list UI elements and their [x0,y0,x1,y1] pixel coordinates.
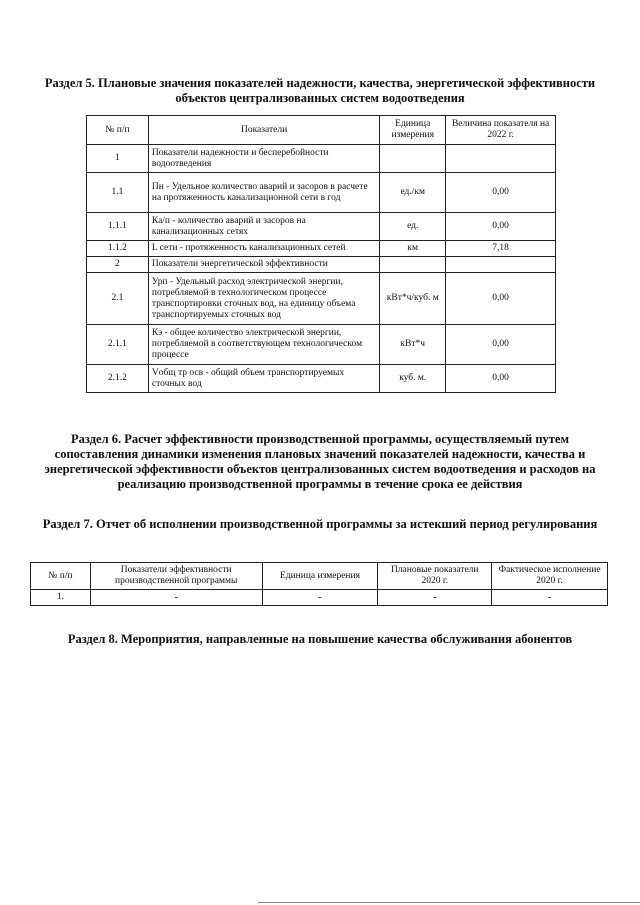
unit: кВт*ч [380,325,446,365]
indicator-name: L сети - протяженность канализационных сетей [148,241,379,257]
indicator-name: Урп - Удельный расход электрической энергии, потребляемой в технологическом процессе транспортировки сточных вод, на единицу объема транспортируемых сточных вод [148,273,379,325]
cell-actual: - [492,590,608,606]
cell-indicator: - [90,590,262,606]
cell-unit: - [262,590,378,606]
column-header: Единица измерения [262,563,378,590]
unit: кВт*ч/куб. м [380,273,446,325]
cell-planned: - [378,590,492,606]
value [446,145,556,173]
value [446,257,556,273]
column-header: № п/п [31,563,91,590]
value: 0,00 [446,213,556,241]
unit [380,257,446,273]
row-number: 1. [31,590,91,606]
section6-heading-line1: Раздел 6. Расчет эффективности производственной программы, осуществляемый путем [71,432,569,446]
row-number: 2.1.1 [87,325,149,365]
table-row [87,241,556,257]
section6-heading-line2: сопоставления динамики изменения плановых значений показателей надежности, качества и [54,447,586,461]
section6-heading [20,432,620,492]
value: 0,00 [446,365,556,393]
value: 0,00 [446,325,556,365]
table-row [87,257,556,273]
table-row [87,365,556,393]
section5-heading-line1: Раздел 5. Плановые значения показателей надежности, качества, энергетической эффективности [44,76,596,90]
column-header: Величина показателя на 2022 г. [446,116,556,145]
section5-table [86,115,556,393]
section7-heading: Раздел 7. Отчет об исполнении производственной программы за истекший период регулирования [42,517,598,531]
unit: куб. м. [380,365,446,393]
indicator-name: Vобщ тр осв - общий объем транспортируемых сточных вод [148,365,379,393]
row-number: 1.1.1 [87,213,149,241]
column-header: Единица измерения [380,116,446,145]
section6-heading-line3: энергетической эффективности объектов централизованных систем водоотведения и расходов на [44,462,596,476]
unit: ед. [380,213,446,241]
row-number: 1.1.2 [87,241,149,257]
unit [380,145,446,173]
column-header: № п/п [87,116,149,145]
row-number: 1 [87,145,149,173]
page-bottom-rule [258,902,640,903]
table-header-row [87,116,556,145]
table-row [87,173,556,213]
value: 0,00 [446,273,556,325]
table-row [87,213,556,241]
column-header: Показатели [148,116,379,145]
column-header: Фактическое исполнение 2020 г. [492,563,608,590]
indicator-name: Показатели энергетической эффективности [148,257,379,273]
table-row [87,145,556,173]
value: 7,18 [446,241,556,257]
table-row [87,273,556,325]
section5-heading-line2: объектов централизованных систем водоотведения [175,91,465,105]
section7-table [30,562,608,606]
value: 0,00 [446,173,556,213]
column-header: Плановые показатели 2020 г. [378,563,492,590]
indicator-name: Ка/п - количество аварий и засоров на канализационных сетях [148,213,379,241]
table-header-row [31,563,608,590]
row-number: 2.1.2 [87,365,149,393]
unit: ед./км [380,173,446,213]
row-number: 2 [87,257,149,273]
indicator-name: Пн - Удельное количество аварий и засоров в расчете на протяженность канализационной сети в год [148,173,379,213]
indicator-name: Показатели надежности и бесперебойности водоотведения [148,145,379,173]
row-number: 1.1 [87,173,149,213]
indicator-name: Кэ - общее количество электрической энергии, потребляемой в соответствующем технологическом процессе [148,325,379,365]
section8-heading: Раздел 8. Мероприятия, направленные на повышение качества обслуживания абонентов [67,632,573,646]
row-number: 2.1 [87,273,149,325]
column-header: Показатели эффективности производственной программы [90,563,262,590]
table-row [87,325,556,365]
unit: км [380,241,446,257]
section6-heading-line4: реализацию производственной программы в течение срока ее действия [117,477,523,491]
table-row [31,590,608,606]
section5-heading [20,76,620,106]
